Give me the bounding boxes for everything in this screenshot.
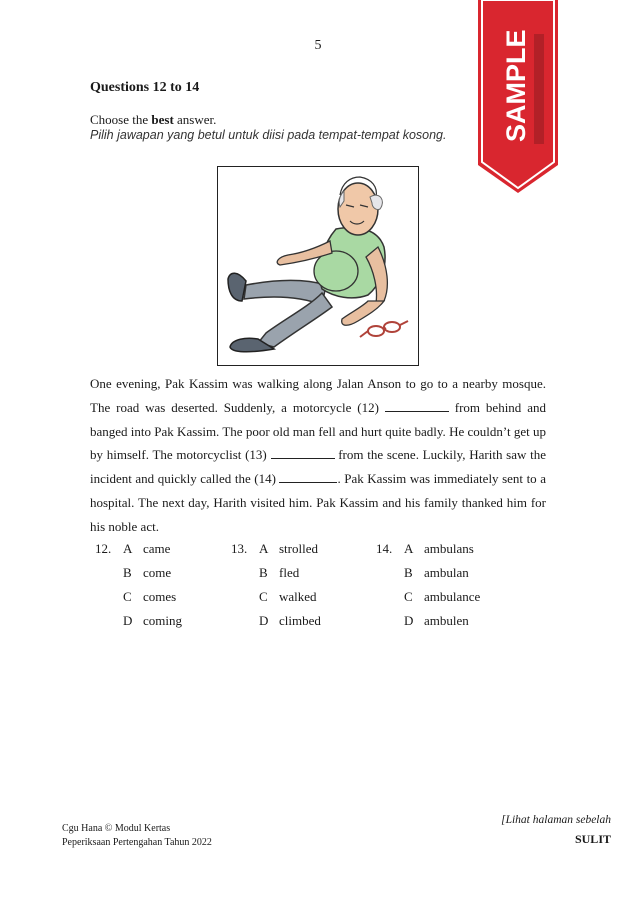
option-text: come [143,565,172,580]
question-14: 14. A ambulans B ambulan C ambulance D ambulen [376,537,480,633]
instruction-malay: Pilih jawapan yang betul untuk diisi pada tempat-tempat kosong. [90,128,447,142]
blank-13 [271,447,335,459]
footer-left [62,822,212,850]
question-13: 13. A strolled B fled C walked D climbed [231,537,321,633]
option-text: walked [279,589,317,604]
footer-sulit: SULIT [574,832,611,846]
question-number: 12. [95,541,112,556]
illustration-frame [217,166,419,366]
option-text: ambulans [424,541,474,556]
page-number: 5 [314,38,322,53]
blank-14 [279,471,337,483]
option-text: ambulen [424,613,469,628]
question-number: 14. [376,541,393,556]
option-text: ambulan [424,565,469,580]
footer-next-page: [Lihat halaman sebelah [501,814,611,826]
option-text: climbed [279,613,321,628]
option-text: coming [143,613,182,628]
sample-ribbon [472,0,564,200]
glasses-icon [360,321,408,337]
passage-text: One evening, Pak Kassim was walking along Jalan Anson to go to a nearby mosque. The road was deserted. Suddenly, a motorcycle (12) from behind and banged into Pak Kassim. The poor old man fell and hurt quite badly. He couldn’t get up by himself. The motorcyclist (13) from the scene. Luckily, Harith saw the incident and quickly called the (14) . Pak Kassim was immediately sent to a hospital. The next day, Harith visited him. Pak Kassim and his family thanked him for his noble act. [90,376,546,534]
section-heading: Questions 12 to 14 [90,80,200,95]
ribbon-text: SAMPLE [501,29,531,142]
question-12: 12. A came B come C comes D coming [95,537,182,633]
fallen-old-man-illustration [218,167,418,365]
instruction-english: Choose the best answer. [90,112,217,127]
blank-12 [385,400,449,412]
option-text: ambulance [424,589,481,604]
option-text: fled [279,565,300,580]
option-text: strolled [279,541,318,556]
footer-copyright: Cgu Hana © Modul Kertas [62,823,171,834]
option-text: came [143,541,171,556]
option-text: comes [143,589,177,604]
footer-exam-name: Peperiksaan Pertengahan Tahun 2022 [62,837,212,848]
question-number: 13. [231,541,248,556]
